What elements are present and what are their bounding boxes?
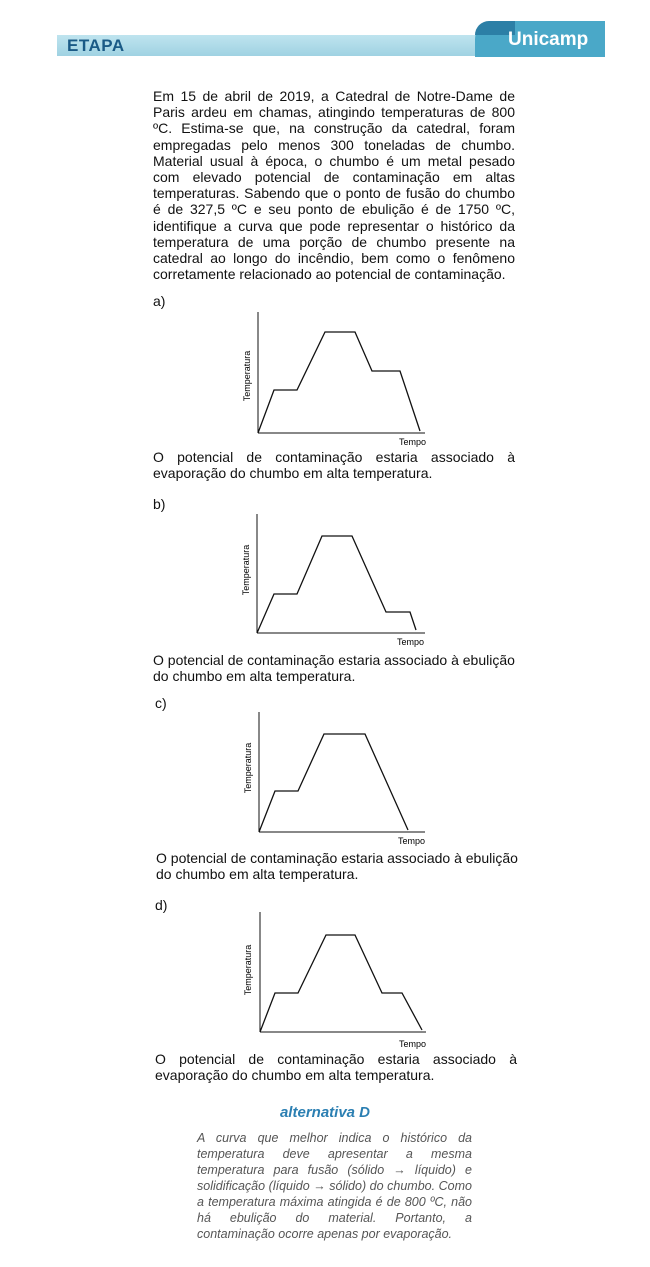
option-b-graph <box>240 512 430 652</box>
unicamp-label: Unicamp <box>508 29 589 50</box>
y-axis-label: Temperatura <box>241 544 251 596</box>
option-c-letter: c) <box>155 695 167 711</box>
axes <box>259 712 425 832</box>
option-d-text: O potencial de contaminação estaria associado à evaporação do chumbo em alta temperatura. <box>155 1051 517 1084</box>
temperature-curve <box>258 332 420 433</box>
x-axis-label: Tempo <box>398 1039 426 1049</box>
etapa-logo: ETAPA <box>67 36 125 55</box>
temperature-curve <box>260 935 422 1032</box>
answer-explanation: A curva que melhor indica o histórico da temperatura deve apresentar a mesma temperatura para fusão (sólido → líquido) e solidificação (líquido → sólido) do chumbo. Como a temperatura máxima atingida é de 800 ºC, não há ebulição do material. Portanto, a contaminação ocorre apenas por evaporação. <box>197 1131 472 1241</box>
axes <box>260 912 426 1032</box>
option-d-graph <box>240 910 430 1055</box>
temperature-curve <box>257 536 416 633</box>
option-a-letter: a) <box>153 293 166 309</box>
temperature-curve <box>259 734 408 832</box>
option-b-text: O potencial de contaminação estaria associado à ebulição do chumbo em alta temperatura. <box>153 652 515 685</box>
option-d-letter: d) <box>155 897 168 913</box>
option-b-letter: b) <box>153 496 166 512</box>
y-axis-label: Temperatura <box>242 350 252 402</box>
question-text: Em 15 de abril de 2019, a Catedral de Notre-Dame de Paris ardeu em chamas, atingindo temperaturas de 800 ºC. Estima-se que, na construção da catedral, foram empregadas pelo menos 300 toneladas de chumbo. Material usual à época, o chumbo é um metal pesado com elevado potencial de contaminação em altas temperaturas. Sabendo que o ponto de fusão do chumbo é de 327,5 ºC e seu ponto de ebulição é de 1750 ºC, identifique a curva que pode representar o histórico da temperatura de uma porção de chumbo presente na catedral ao longo do incêndio, bem como o fenômeno corretamente relacionado ao potencial de contaminação. <box>153 88 515 283</box>
x-axis-label: Tempo <box>398 437 426 447</box>
y-axis-label: Temperatura <box>243 944 253 996</box>
answer-title: alternativa D <box>279 1104 371 1121</box>
option-a-text: O potencial de contaminação estaria associado à evaporação do chumbo em alta temperatura. <box>153 449 515 482</box>
option-c-graph <box>240 710 430 850</box>
option-c-text: O potencial de contaminação estaria associado à ebulição do chumbo em alta temperatura. <box>156 850 518 883</box>
y-axis-label: Temperatura <box>243 742 253 794</box>
x-axis-label: Tempo <box>397 836 425 846</box>
axes <box>257 514 425 633</box>
x-axis-label: Tempo <box>396 637 424 647</box>
option-a-graph <box>240 310 430 450</box>
